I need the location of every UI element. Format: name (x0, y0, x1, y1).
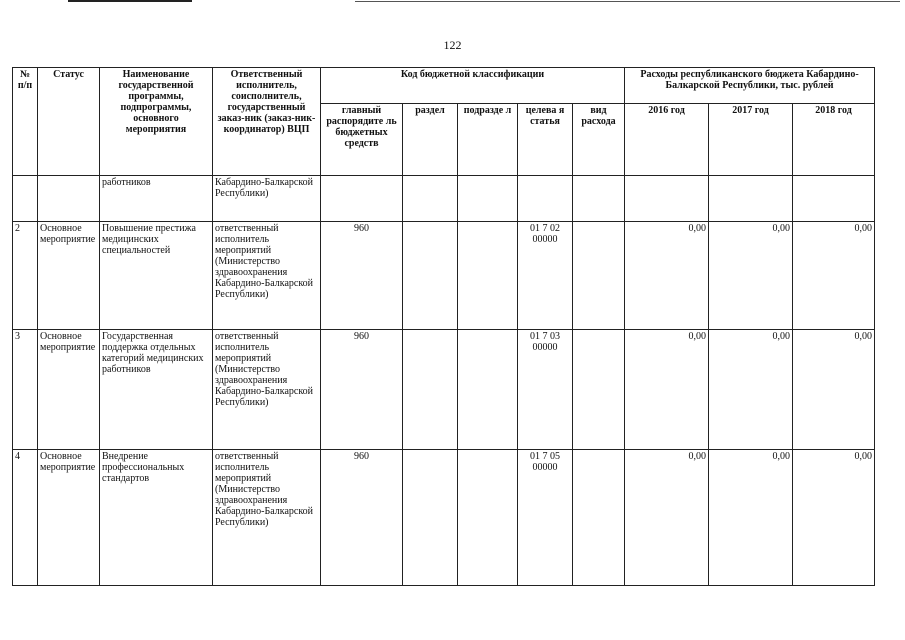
row-name: Государственная поддержка отдельных категорий медицинских работников (100, 330, 213, 450)
row-expense-type (573, 330, 625, 450)
row-2018: 0,00 (793, 330, 875, 450)
row-status: Основное мероприятие (38, 330, 100, 450)
row-section (403, 222, 458, 330)
row-grbs: 960 (321, 330, 403, 450)
row-num: 2 (13, 222, 38, 330)
header-year-2016: 2016 год (625, 104, 709, 176)
row-expense-type (573, 222, 625, 330)
row-target: 01 7 03 00000 (518, 330, 573, 450)
header-section: раздел (403, 104, 458, 176)
header-year-2017: 2017 год (709, 104, 793, 176)
top-rule-left (68, 0, 192, 2)
row-2016: 0,00 (625, 222, 709, 330)
row-subsection (458, 222, 518, 330)
row-target: 01 7 05 00000 (518, 450, 573, 586)
row-status: Основное мероприятие (38, 222, 100, 330)
row-responsible: ответственный исполнитель мероприятий (Министерство здравоохранения Кабардино-Балкарской Республики) (213, 450, 321, 586)
header-expenses: Расходы республиканского бюджета Кабардино-Балкарской Республики, тыс. рублей (625, 68, 875, 104)
budget-table (12, 67, 875, 586)
row-2018: 0,00 (793, 222, 875, 330)
continuation-name: работников (100, 176, 213, 222)
continuation-responsible: Кабардино-Балкарской Республики) (213, 176, 321, 222)
row-num: 3 (13, 330, 38, 450)
header-year-2018: 2018 год (793, 104, 875, 176)
row-grbs: 960 (321, 222, 403, 330)
row-2016: 0,00 (625, 450, 709, 586)
page-number: 122 (443, 38, 462, 52)
table-row (13, 222, 875, 330)
header-kbk: Код бюджетной классификации (321, 68, 625, 104)
header-target: целева я статья (518, 104, 573, 176)
row-expense-type (573, 450, 625, 586)
row-grbs: 960 (321, 450, 403, 586)
table-row (13, 330, 875, 450)
header-num: № п/п (13, 68, 38, 176)
header-status: Статус (38, 68, 100, 176)
row-section (403, 450, 458, 586)
header-responsible: Ответственный исполнитель, соисполнитель, государственный заказ-ник (заказ-ник-координатор) ВЦП (213, 68, 321, 176)
row-status: Основное мероприятие (38, 450, 100, 586)
row-responsible: ответственный исполнитель мероприятий (Министерство здравоохранения Кабардино-Балкарской Республики) (213, 222, 321, 330)
row-num: 4 (13, 450, 38, 586)
row-2016: 0,00 (625, 330, 709, 450)
header-subsection: подразде л (458, 104, 518, 176)
row-2017: 0,00 (709, 222, 793, 330)
row-subsection (458, 330, 518, 450)
row-subsection (458, 450, 518, 586)
header-grbs: главный распорядите ль бюджетных средств (321, 104, 403, 176)
row-2018: 0,00 (793, 450, 875, 586)
header-expense-type: вид расхода (573, 104, 625, 176)
row-2017: 0,00 (709, 450, 793, 586)
row-2017: 0,00 (709, 330, 793, 450)
row-responsible: ответственный исполнитель мероприятий (Министерство здравоохранения Кабардино-Балкарской Республики) (213, 330, 321, 450)
row-name: Внедрение профессиональных стандартов (100, 450, 213, 586)
row-target: 01 7 02 00000 (518, 222, 573, 330)
header-name: Наименование государственной программы, подпрограммы, основного мероприятия (100, 68, 213, 176)
top-rule-right (355, 1, 900, 2)
table-row (13, 450, 875, 586)
row-name: Повышение престижа медицинских специальностей (100, 222, 213, 330)
table-row-continuation (13, 176, 875, 222)
row-section (403, 330, 458, 450)
